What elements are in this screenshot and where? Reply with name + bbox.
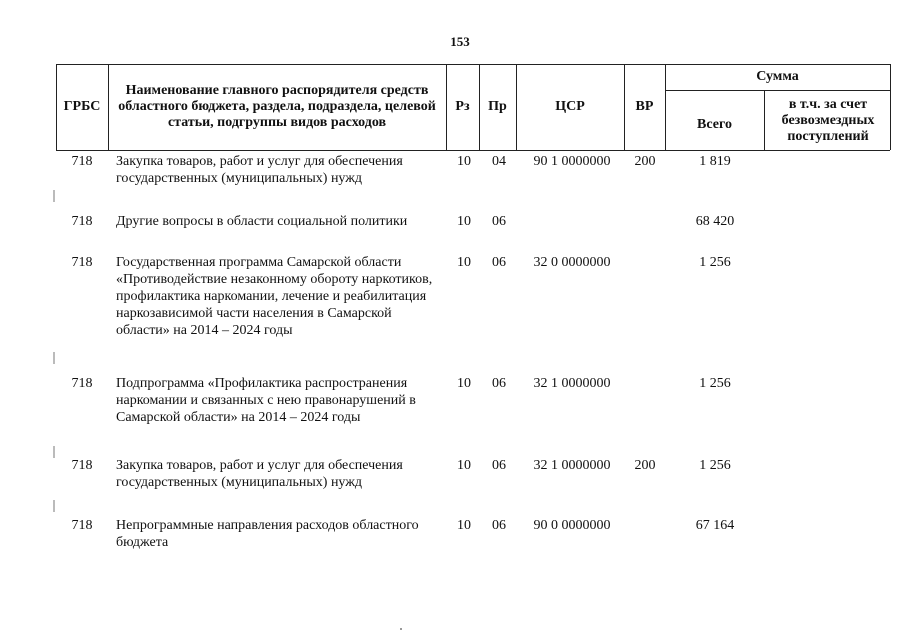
- cell-name: Непрограммные направления расходов областного бюджета: [116, 518, 419, 550]
- cell-rz: 10: [457, 518, 471, 533]
- page-number: 153: [450, 34, 470, 49]
- header-grbs: ГРБС: [63, 99, 101, 114]
- cell-total: 67 164: [695, 518, 735, 533]
- cell-grbs: 718: [71, 214, 93, 229]
- cell-csr: 32 1 0000000: [533, 376, 611, 391]
- column-tick: [53, 352, 55, 364]
- col-divider: [764, 90, 765, 150]
- scan-speck: [400, 628, 402, 630]
- cell-total: 1 256: [699, 376, 731, 391]
- col-divider: [108, 64, 109, 150]
- cell-rz: 10: [457, 214, 471, 229]
- column-tick: [53, 500, 55, 512]
- cell-total: 1 256: [699, 255, 731, 270]
- cell-vr: 200: [634, 458, 656, 473]
- header-free: в т.ч. за счет безвозмездных поступлений: [781, 97, 875, 144]
- cell-total: 1 819: [699, 154, 731, 169]
- cell-grbs: 718: [71, 458, 93, 473]
- header-csr: ЦСР: [555, 99, 585, 114]
- cell-csr: 32 0 0000000: [533, 255, 611, 270]
- header-sum: Сумма: [756, 69, 799, 84]
- cell-pr: 06: [492, 458, 506, 473]
- cell-name: Подпрограмма «Профилактика распространения наркомании и связанных с нею правонарушений в Самарской области» на 2014 – 2024 годы: [116, 376, 416, 425]
- cell-grbs: 718: [71, 518, 93, 533]
- header-total: Всего: [697, 117, 732, 132]
- cell-rz: 10: [457, 376, 471, 391]
- cell-rz: 10: [457, 255, 471, 270]
- header-name: Наименование главного распорядителя средств областного бюджета, раздела, подраздела, целевой статьи, подгруппы видов расходов: [118, 83, 436, 130]
- cell-grbs: 718: [71, 376, 93, 391]
- table-header: [56, 64, 890, 150]
- header-vr: ВР: [635, 99, 654, 114]
- header-rz: Рз: [455, 99, 470, 114]
- cell-pr: 06: [492, 518, 506, 533]
- cell-pr: 06: [492, 376, 506, 391]
- cell-name: Государственная программа Самарской области «Противодействие незаконному обороту наркотиков, профилактика наркомании, лечение и реабилитация наркозависимой части населения в Самарской области» на 2014 – 2024 годы: [116, 255, 433, 338]
- cell-total: 68 420: [695, 214, 735, 229]
- cell-csr: 32 1 0000000: [533, 458, 611, 473]
- column-tick: [53, 446, 55, 458]
- header-bottom-border: [56, 150, 890, 151]
- cell-csr: 90 0 0000000: [533, 518, 611, 533]
- cell-grbs: 718: [71, 255, 93, 270]
- cell-pr: 06: [492, 214, 506, 229]
- col-divider: [890, 64, 891, 150]
- cell-vr: 200: [634, 154, 656, 169]
- cell-name: Другие вопросы в области социальной политики: [116, 214, 408, 229]
- cell-rz: 10: [457, 154, 471, 169]
- cell-total: 1 256: [699, 458, 731, 473]
- cell-name: Закупка товаров, работ и услуг для обеспечения государственных (муниципальных) нужд: [116, 458, 403, 490]
- cell-name: Закупка товаров, работ и услуг для обеспечения государственных (муниципальных) нужд: [116, 154, 403, 186]
- cell-pr: 06: [492, 255, 506, 270]
- cell-pr: 04: [492, 154, 506, 169]
- header-pr: Пр: [488, 99, 507, 114]
- cell-rz: 10: [457, 458, 471, 473]
- cell-csr: 90 1 0000000: [533, 154, 611, 169]
- column-tick: [53, 190, 55, 202]
- cell-grbs: 718: [71, 154, 93, 169]
